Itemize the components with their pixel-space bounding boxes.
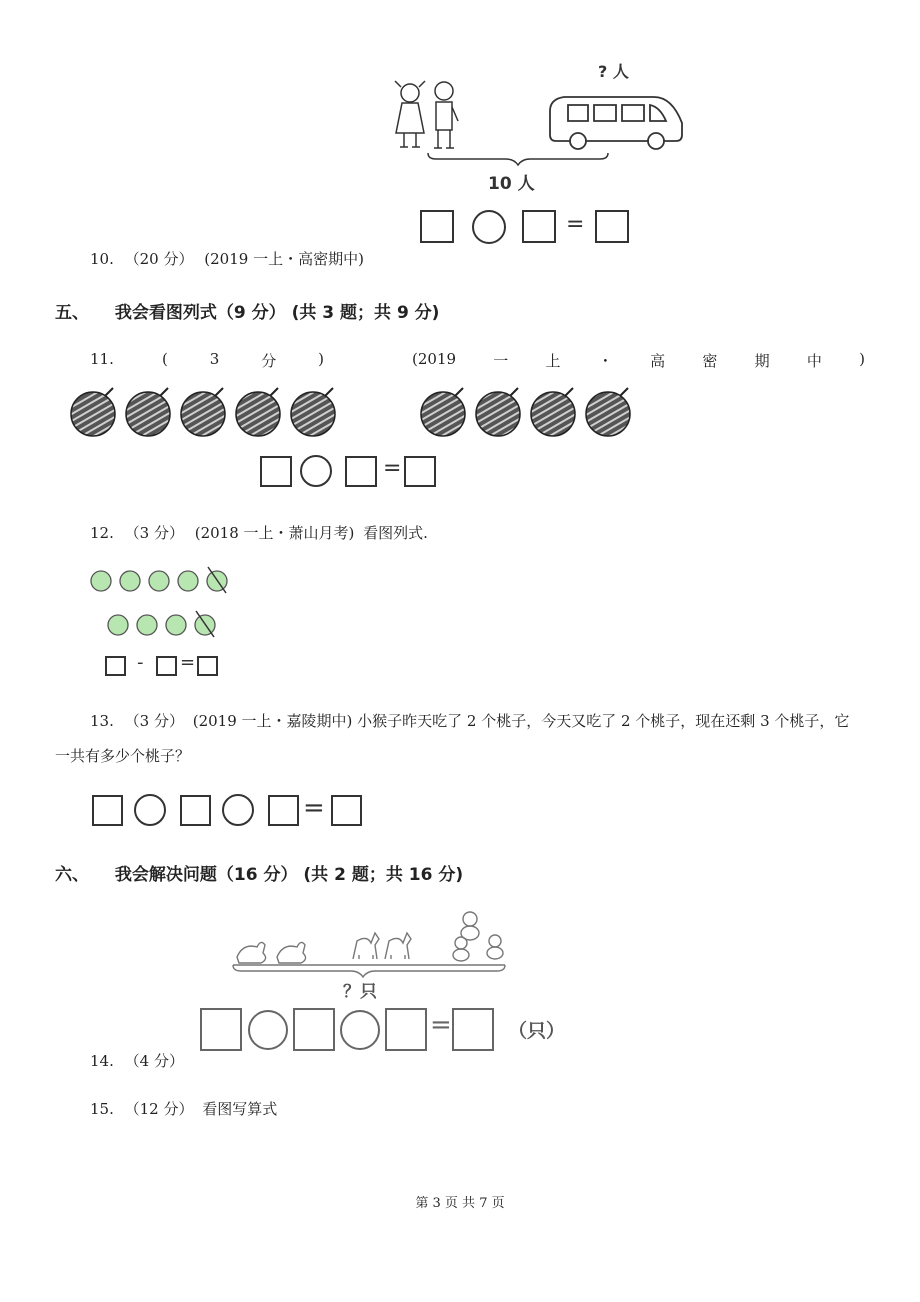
q14-score: （4 分） <box>124 1052 184 1070</box>
q11-source-token: 高 <box>650 352 666 370</box>
brace <box>428 153 608 165</box>
equals-sign: = <box>180 652 196 673</box>
boy-drawing <box>434 82 458 148</box>
van-drawing <box>550 97 682 149</box>
q11-source-token: 上 <box>545 352 561 370</box>
q15-line <box>90 1098 277 1119</box>
green-circle-icon <box>108 615 128 635</box>
q12-circle-figure <box>85 565 255 645</box>
q12-number: 12. <box>90 524 114 542</box>
girl-drawing <box>395 81 425 147</box>
q10-source: (2019 一上・高密期中) <box>204 250 364 268</box>
q15-score: （12 分） <box>124 1100 194 1118</box>
equals-sign: = <box>303 793 325 823</box>
q15-text: 看图写算式 <box>202 1100 278 1118</box>
q14-number: 14. <box>90 1052 114 1070</box>
q12-line <box>90 522 428 543</box>
chick-drawings <box>453 912 503 961</box>
q13-score: （3 分） <box>124 712 184 730</box>
section6-number: 六、 <box>55 865 89 885</box>
operator-circle[interactable] <box>472 210 506 244</box>
q14-question-label: ？只 <box>343 982 377 1002</box>
operator-circle[interactable] <box>300 455 332 487</box>
q10-number: 10. <box>90 250 114 268</box>
green-circle-icon <box>149 571 169 591</box>
q11-score <box>162 350 324 371</box>
q11-source-token: ) <box>859 350 865 368</box>
section5-title: 我会看图列式（9 分） (共 3 题；共 9 分) <box>114 303 440 323</box>
q13-line-1 <box>90 710 849 731</box>
q10-total-label: 10 人 <box>488 174 535 194</box>
operator-circle[interactable] <box>134 794 166 826</box>
answer-box[interactable] <box>105 656 126 676</box>
rabbit-drawings <box>237 942 306 963</box>
green-circle-icon <box>166 615 186 635</box>
q11-score-token: 分 <box>261 352 277 370</box>
q15-number: 15. <box>90 1100 114 1118</box>
q14-figure <box>225 905 525 1005</box>
q13-line-2 <box>55 745 190 766</box>
q11-source <box>412 350 865 371</box>
q11-score-token: ( <box>162 350 168 368</box>
answer-box[interactable] <box>420 210 454 243</box>
answer-box[interactable] <box>522 210 556 243</box>
q13-number: 13. <box>90 712 114 730</box>
q11-score-token: 3 <box>209 350 220 368</box>
minus-sign: - <box>137 652 144 673</box>
q12-text: 看图列式. <box>363 524 428 542</box>
q10-illustration <box>380 55 700 195</box>
deer-drawings <box>353 933 411 959</box>
equals-sign: = <box>383 456 402 481</box>
operator-circle[interactable] <box>222 794 254 826</box>
watermelon-icon <box>421 388 465 436</box>
green-circle-icon <box>91 571 111 591</box>
page-footer: 第 3 页 共 7 页 <box>415 1196 505 1211</box>
answer-box[interactable] <box>260 456 292 487</box>
answer-box[interactable] <box>200 1008 242 1051</box>
answer-box[interactable] <box>385 1008 427 1051</box>
q10-score: （20 分） <box>124 250 194 268</box>
q11-score-token: ) <box>318 350 324 368</box>
section5-heading <box>55 298 439 323</box>
answer-box[interactable] <box>404 456 436 487</box>
q11-source-token: 中 <box>806 352 822 370</box>
q11-watermelon-figure <box>60 385 660 445</box>
watermelon-icon <box>181 388 225 436</box>
q13-text-line1: (2019 一上・嘉陵期中) 小猴子昨天吃了 2 个桃子，今天又吃了 2 个桃子，现在还剩 3 个桃子，它 <box>192 712 850 730</box>
equals-sign: = <box>430 1010 452 1040</box>
operator-circle[interactable] <box>340 1010 380 1050</box>
q12-score: （3 分） <box>124 524 184 542</box>
green-circles <box>85 565 255 645</box>
q13-text-line2: 一共有多少个桃子？ <box>55 747 191 765</box>
q10-question-label: ? 人 <box>598 62 629 81</box>
answer-box[interactable] <box>595 210 629 243</box>
watermelon-icon <box>531 388 575 436</box>
q11-source-token: 密 <box>702 352 718 370</box>
watermelon-icon <box>476 388 520 436</box>
watermelon-icon <box>126 388 170 436</box>
green-circle-icon <box>178 571 198 591</box>
answer-box[interactable] <box>92 795 123 826</box>
q10-figure <box>380 55 700 195</box>
watermelon-icon <box>71 388 115 436</box>
q11-number: 11. <box>90 350 114 368</box>
answer-box[interactable] <box>452 1008 494 1051</box>
q11-source-token: 一 <box>493 352 509 370</box>
section6-title: 我会解决问题（16 分） (共 2 题；共 16 分) <box>114 865 464 885</box>
watermelon-icon <box>236 388 280 436</box>
q14-unit: （只） <box>508 1020 566 1042</box>
answer-box[interactable] <box>180 795 211 826</box>
section6-heading <box>55 860 463 885</box>
q10-line <box>90 248 364 269</box>
section5-number: 五、 <box>55 303 89 323</box>
brace <box>233 965 505 977</box>
q12-source: (2018 一上・萧山月考) <box>194 524 355 542</box>
answer-box[interactable] <box>268 795 299 826</box>
answer-box[interactable] <box>345 456 377 487</box>
q14-line <box>90 1050 184 1071</box>
answer-box[interactable] <box>197 656 218 676</box>
watermelon-icon <box>291 388 335 436</box>
q11-source-token: (2019 <box>412 350 457 368</box>
q14-animal-illustration <box>225 905 525 1005</box>
watermelon-icon <box>586 388 630 436</box>
equals-sign: = <box>566 212 585 237</box>
green-circle-icon <box>120 571 140 591</box>
watermelons <box>60 385 660 445</box>
q11-source-token: 期 <box>754 352 770 370</box>
green-circle-icon <box>137 615 157 635</box>
answer-box[interactable] <box>156 656 177 676</box>
answer-box[interactable] <box>293 1008 335 1051</box>
q11-source-token: ・ <box>597 352 613 370</box>
answer-box[interactable] <box>331 795 362 826</box>
operator-circle[interactable] <box>248 1010 288 1050</box>
